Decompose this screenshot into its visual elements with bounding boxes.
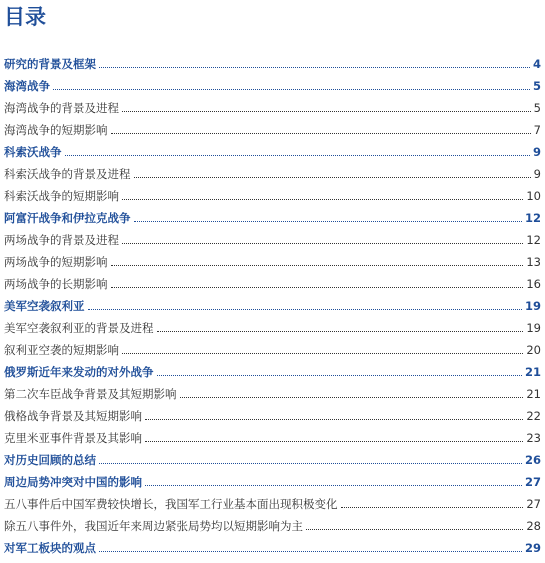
toc-entry-label: 科索沃战争 (4, 145, 62, 159)
toc-entry-label: 海湾战争的短期影响 (4, 123, 108, 137)
toc-page-number: 27 (524, 475, 541, 489)
toc-page-number: 12 (524, 211, 541, 225)
toc-dot-leader (122, 198, 523, 200)
toc-subsection-entry[interactable] (4, 252, 541, 270)
toc-page-number: 22 (526, 409, 541, 423)
toc-dot-leader (134, 220, 522, 222)
toc-section-entry[interactable] (4, 54, 541, 72)
toc-dot-leader (88, 308, 522, 310)
toc-entry-label: 五八事件后中国军费较快增长，我国军工行业基本面出现积极变化 (4, 497, 338, 511)
toc-dot-leader (145, 418, 523, 420)
toc-section-entry[interactable] (4, 76, 541, 94)
toc-title: 目录 (4, 5, 46, 29)
toc-page-number: 12 (526, 233, 541, 247)
toc-entry-label: 科索沃战争的背景及进程 (4, 167, 131, 181)
toc-entry-label: 叙利亚空袭的短期影响 (4, 343, 119, 357)
toc-section-entry[interactable] (4, 472, 541, 490)
toc-section-entry[interactable] (4, 362, 541, 380)
toc-subsection-entry[interactable] (4, 274, 541, 292)
toc-dot-leader (111, 264, 524, 266)
toc-section-entry[interactable] (4, 142, 541, 160)
toc-dot-leader (145, 440, 523, 442)
toc-page-number: 27 (526, 497, 541, 511)
toc-dot-leader (53, 88, 530, 90)
toc-entry-label: 俄罗斯近年来发动的对外战争 (4, 365, 154, 379)
toc-subsection-entry[interactable] (4, 120, 541, 138)
toc-dot-leader (122, 110, 531, 112)
toc-subsection-entry[interactable] (4, 406, 541, 424)
toc-page-number: 19 (524, 299, 541, 313)
toc-dot-leader (99, 66, 530, 68)
toc-page-number: 9 (532, 145, 541, 159)
toc-page-number: 4 (532, 57, 541, 71)
toc-dot-leader (134, 176, 531, 178)
toc-entry-label: 阿富汗战争和伊拉克战争 (4, 211, 131, 225)
toc-entry-label: 美军空袭叙利亚的背景及进程 (4, 321, 154, 335)
toc-dot-leader (145, 484, 522, 486)
toc-entry-label: 对军工板块的观点 (4, 541, 96, 555)
toc-page-number: 21 (524, 365, 541, 379)
toc-dot-leader (99, 550, 522, 552)
toc-subsection-entry[interactable] (4, 230, 541, 248)
toc-subsection-entry[interactable] (4, 98, 541, 116)
toc-subsection-entry[interactable] (4, 340, 541, 358)
toc-page-number: 29 (524, 541, 541, 555)
toc-dot-leader (306, 528, 523, 530)
toc-dot-leader (341, 506, 524, 508)
toc-page-number: 23 (526, 431, 541, 445)
toc-subsection-entry[interactable] (4, 384, 541, 402)
toc-entry-label: 海湾战争 (4, 79, 50, 93)
toc-dot-leader (111, 132, 531, 134)
toc-section-entry[interactable] (4, 296, 541, 314)
toc-page-number: 20 (526, 343, 541, 357)
toc-entry-label: 除五八事件外，我国近年来周边紧张局势均以短期影响为主 (4, 519, 303, 533)
toc-entry-label: 第二次车臣战争背景及其短期影响 (4, 387, 177, 401)
toc-entry-label: 海湾战争的背景及进程 (4, 101, 119, 115)
toc-page-number: 26 (524, 453, 541, 467)
toc-entry-label: 科索沃战争的短期影响 (4, 189, 119, 203)
toc-page-number: 19 (526, 321, 541, 335)
toc-entry-label: 克里米亚事件背景及其影响 (4, 431, 142, 445)
toc-subsection-entry[interactable] (4, 164, 541, 182)
toc-subsection-entry[interactable] (4, 494, 541, 512)
toc-dot-leader (180, 396, 524, 398)
toc-subsection-entry[interactable] (4, 186, 541, 204)
toc-dot-leader (65, 154, 530, 156)
toc-dot-leader (122, 352, 523, 354)
toc-page-number: 5 (533, 101, 541, 115)
toc-dot-leader (157, 330, 524, 332)
toc-dot-leader (122, 242, 523, 244)
toc-entry-label: 两场战争的短期影响 (4, 255, 108, 269)
toc-page-number: 10 (526, 189, 541, 203)
toc-page-number: 5 (532, 79, 541, 93)
toc-section-entry[interactable] (4, 450, 541, 468)
toc-dot-leader (111, 286, 524, 288)
toc-entry-label: 两场战争的长期影响 (4, 277, 108, 291)
toc-dot-leader (157, 374, 522, 376)
toc-entry-label: 研究的背景及框架 (4, 57, 96, 71)
toc-section-entry[interactable] (4, 208, 541, 226)
toc-entry-label: 两场战争的背景及进程 (4, 233, 119, 247)
toc-section-entry[interactable] (4, 538, 541, 556)
toc-entry-label: 周边局势冲突对中国的影响 (4, 475, 142, 489)
toc-page-number: 28 (526, 519, 541, 533)
toc-page-number: 16 (526, 277, 541, 291)
toc-page-number: 21 (526, 387, 541, 401)
toc-dot-leader (99, 462, 522, 464)
toc-subsection-entry[interactable] (4, 428, 541, 446)
toc-subsection-entry[interactable] (4, 318, 541, 336)
toc-page-number: 9 (533, 167, 541, 181)
toc-subsection-entry[interactable] (4, 516, 541, 534)
toc-entry-label: 美军空袭叙利亚 (4, 299, 85, 313)
toc-entry-label: 俄格战争背景及其短期影响 (4, 409, 142, 423)
toc-entry-label: 对历史回顾的总结 (4, 453, 96, 467)
toc-page-number: 13 (526, 255, 541, 269)
toc-page-number: 7 (533, 123, 541, 137)
